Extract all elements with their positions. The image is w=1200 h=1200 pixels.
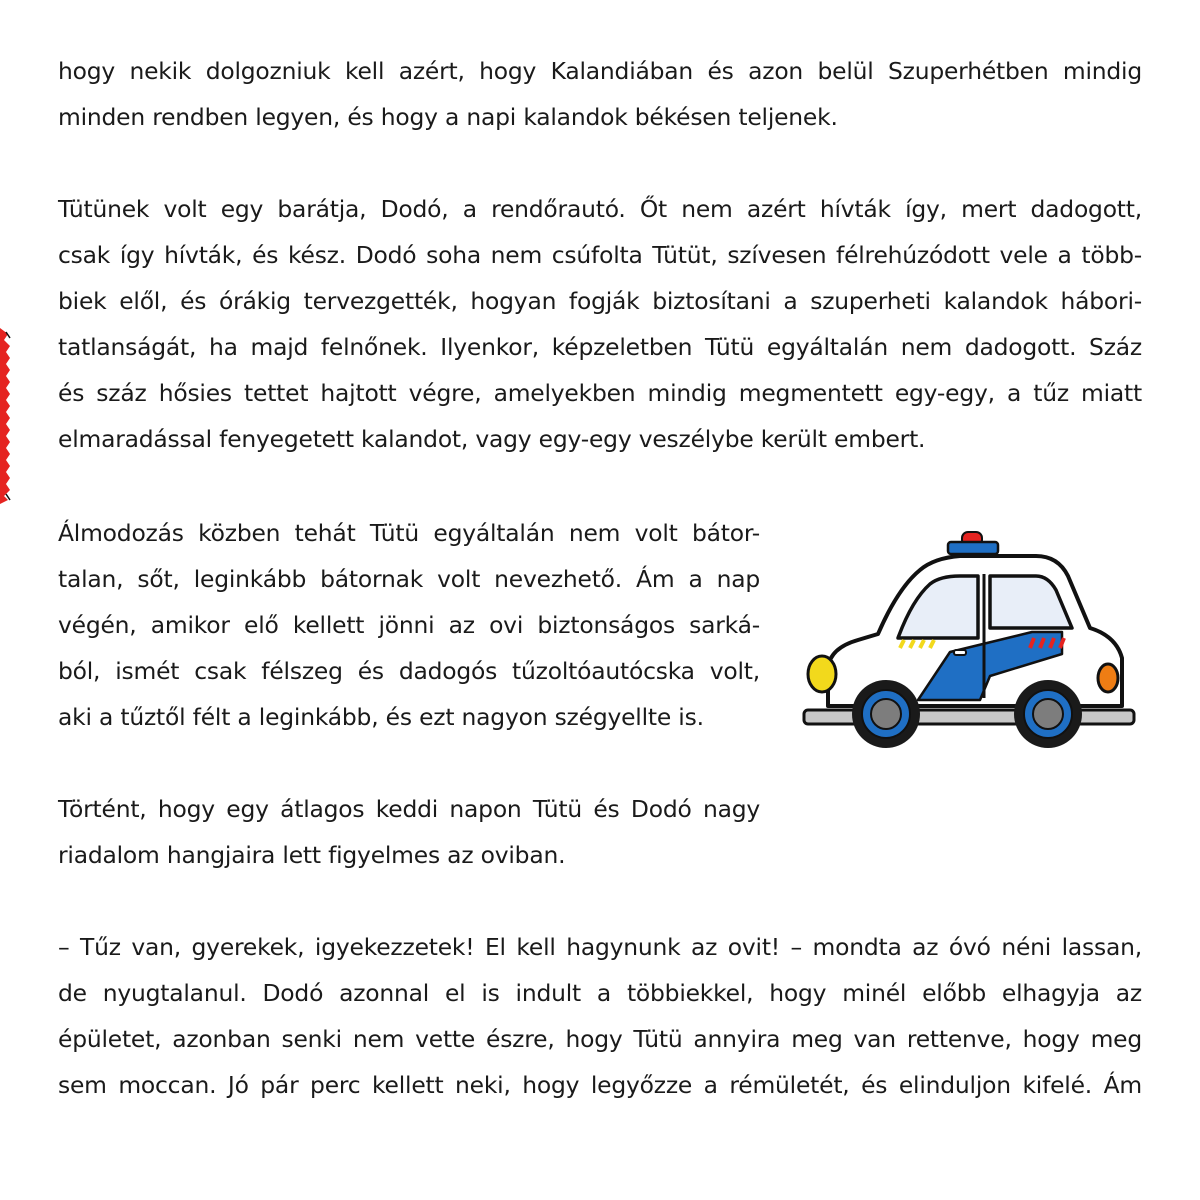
text-line: – Tűz van, gyerekek, igyekezzetek! El kell hagynunk az ovit! – mondta az óvó néni lassan, [58,933,1142,961]
text-line: épületet, azonban senki nem vette észre, hogy Tütü annyira meg van rettenve, hogy meg [58,1025,1142,1053]
text-line: tatlanságát, ha majd felnőnek. Ilyenkor, képzeletben Tütü egyáltalán nem dadogott. Száz [58,333,1142,361]
red-edge-ornament-icon [0,328,14,504]
police-car-icon [800,528,1140,748]
text-line: csak így hívták, és kész. Dodó soha nem csúfolta Tütüt, szívesen félrehúzódott vele a több- [58,241,1142,269]
rear-wheel [1014,680,1082,748]
text-line: és száz hősies tettet hajtott végre, amelyekben mindig megmentett egy-egy, a tűz miatt [58,379,1142,407]
siren-base [948,542,998,554]
text-line: biek elől, és órákig tervezgették, hogyan fogják biztosítani a szuperheti kalandok hábori- [58,287,1142,315]
door-handle [954,650,966,655]
paragraph-5 [58,924,1142,1108]
text-line: Tütünek volt egy barátja, Dodó, a rendőrautó. Őt nem azért hívták így, mert dadogott, [58,195,1142,223]
text-line: minden rendben legyen, és hogy a napi kalandok békésen teljenek. [58,103,838,131]
paragraph-1 [58,48,1142,140]
taillight [1098,664,1118,692]
text-line: végén, amikor elő kellett jönni az ovi biztonságos sarká- [58,611,760,639]
text-line: talan, sőt, leginkább bátornak volt nevezhető. Ám a nap [58,565,760,593]
front-wheel [852,680,920,748]
text-line: Álmodozás közben tehát Tütü egyáltalán nem volt bátor- [58,519,760,547]
text-line: ból, ismét csak félszeg és dadogós tűzoltóautócska volt, [58,657,760,685]
text-line: de nyugtalanul. Dodó azonnal el is indult a többiekkel, hogy minél előbb elhagyja az [58,979,1142,1007]
text-line: hogy nekik dolgozniuk kell azért, hogy Kalandiában és azon belül Szuperhétben mindig [58,57,1142,85]
text-line: aki a tűztől félt a leginkább, és ezt nagyon szégyellte is. [58,703,704,731]
headlight [808,656,836,692]
text-line: elmaradással fenyegetett kalandot, vagy egy-egy veszélybe került embert. [58,425,926,453]
paragraph-4 [58,786,760,878]
paragraph-3 [58,510,760,740]
text-line: riadalom hangjaira lett figyelmes az oviban. [58,841,566,869]
text-line: sem moccan. Jó pár perc kellett neki, hogy legyőzze a rémületét, és elinduljon kifelé. Ám [58,1071,1142,1099]
paragraph-2 [58,186,1142,462]
text-line: Történt, hogy egy átlagos keddi napon Tütü és Dodó nagy [58,795,760,823]
